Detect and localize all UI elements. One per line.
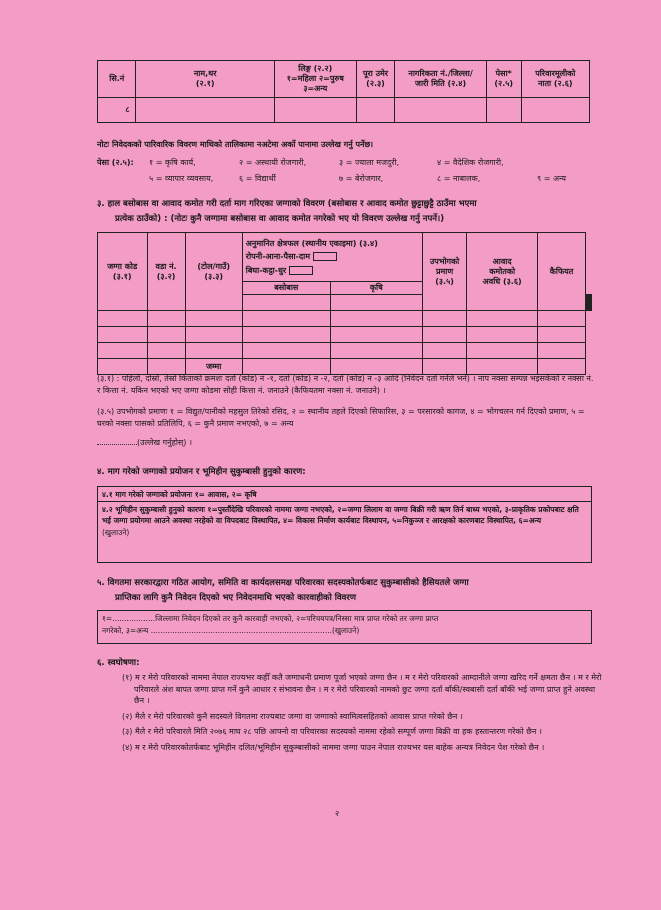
occupation-legend (97, 157, 617, 187)
land-cell[interactable] (147, 343, 185, 359)
occupation-item: ७ = बेरोजगार, (339, 174, 384, 183)
land-cell[interactable] (422, 343, 466, 359)
note-3-5-mention: (उल्लेख गर्नुहोस्) । (137, 438, 192, 447)
section4-purpose: ४.१ माग गरेको जग्गाको प्रयोजनः १= आवास, २= कृषि (102, 490, 257, 499)
header-tole: (टोल/गाउँ) (३.३) (185, 233, 242, 311)
declaration-item: (३) मैले र मेरो परिवारले मिति २०७६ माघ २८ पछि आफ्नो वा परिवारका सदस्यको नाममा रहेको सम्पूर्ण जग्गा बिक्री वा हक हस्तान्तरण गरेको छैन । (122, 727, 542, 737)
land-cell[interactable] (330, 343, 422, 359)
header-residence: बसोबास (242, 282, 330, 295)
section5-line1: १=..................जिल्लामा निवेदन दिएको तर कुनै कारवाही नभएको, २=परिचयपत्र/निस्सा मात्र प्राप्त गरेको तर जग्गा प्राप्त (102, 614, 439, 623)
header-serial: सि.नं (98, 61, 136, 98)
land-cell[interactable] (185, 327, 242, 343)
land-cell[interactable] (147, 311, 185, 327)
occupation-item: ५ = व्यापार व्यवसाय, (149, 174, 214, 183)
land-cell[interactable] (185, 343, 242, 359)
land-cell[interactable] (467, 311, 538, 327)
self-declaration-list (108, 672, 603, 754)
land-row[interactable] (242, 295, 330, 311)
header-ward: वडा नं. (३.२) (147, 233, 185, 311)
header-remarks: कैफियत (538, 233, 586, 311)
family-details-table (97, 60, 590, 123)
note-3-5: (३.५) उपभोगको प्रमाणः १ = विद्युत/पानीको महसुल तिरेको रसिद, २ = स्थानीय तहले दिएको सिफारिस, ३ = परसारको कागज, ४ = भोगचलन गर्न दिएको प्रमाण, ५ = घरको नक्सा पासको प्रतिलिपि, ६ = कुनै प्रमाण नभएको, ७ = अन्य (97, 407, 585, 428)
land-cell[interactable] (242, 343, 330, 359)
section5-line2: नगरेको, ३=अन्य ............................................................................(खुलाउने) (102, 625, 360, 635)
header-name: नाम,थर (२.१) (136, 61, 274, 98)
land-cell[interactable] (147, 327, 185, 343)
land-cell[interactable] (538, 327, 586, 343)
land-cell[interactable] (185, 311, 242, 327)
note-family: नोटः निवेदकको पारिवारिक विवरण माथिको तालिकामा नअटेमा अर्को पानामा उल्लेख गर्नु पर्नेछ। (97, 140, 374, 149)
area-unit-bigha: बिघा-कट्ठा-धुर (245, 265, 287, 275)
section5-title2: प्राप्तिका लागि कुनै निवेदन दिएको भए निवेदनमाथि भएको कारवाहीको विवरण (115, 593, 357, 603)
note-3-1: (३.१) : पहिलो, दोस्रो, तेस्रो किताको क्रमशः दर्ता (कोड) नं -१, दर्ता (कोड) नं -२, दर्ता (कोड) नं -३ आदि (निवेदन दर्ता गर्नेले भर्ने) । नाप नक्सा सम्पन्न भइसकेको र नक्सा नं. र कित्ता नं. यकिन भएको भए जग्गा कोडमा सोही कित्ता नं. जनाउने (कैफियतमा नक्सा नं. जनाउने) । (97, 374, 594, 395)
occupation-item: १ = कृषि कार्य, (149, 158, 196, 167)
header-usage-proof: उपभोगको प्रमाण (३.५) (422, 233, 466, 311)
section3-title-note: प्रत्येक ठाउँको) : (नोटः कुनै जग्गामा बसोबास वा आवाद कमोत नगरेको भए यो विवरण उल्लेख गर्नु नपर्ने।) (115, 214, 445, 224)
land-cell[interactable] (467, 343, 538, 359)
land-cell[interactable] (242, 327, 330, 343)
page-number: २ (335, 809, 340, 818)
occupation-item: ६ = विद्यार्थी (239, 174, 276, 183)
land-cell[interactable] (330, 295, 422, 311)
land-cell[interactable] (591, 295, 592, 311)
cell-age[interactable] (356, 98, 395, 123)
occupation-item: ८ = नाबालक, (437, 174, 481, 183)
cell-relation[interactable] (521, 98, 589, 123)
occupation-item: २ = अस्थायी रोजगारी, (239, 158, 307, 167)
header-land-code: जग्गा कोड (३.१) (98, 233, 148, 311)
section4-title: ४. माग गरेको जग्गाको प्रयोजन र भूमिहीन सुकुम्बासी हुनुको कारण: (97, 467, 306, 477)
section5-title: ५. विगतमा सरकारद्वारा गठित आयोग, समिति वा कार्यदलसमक्ष परिवारका सदस्यकोतर्फबाट सुकुम्बासीको हैसियतले जग्गा (97, 578, 469, 588)
occupation-item: ९ = अन्य (537, 174, 567, 183)
header-relation: परिवारमूलीको नाता (२.६) (521, 61, 589, 98)
section3-title: ३. हाल बसोबास वा आवाद कमोत गरी दर्ता माग गरिएका जग्गाको विवरण (बसोबास र आवाद कमोत छुट्टाछुट्टै ठाउँमा भएमा (97, 199, 477, 209)
note-3-5-tail (97, 437, 192, 449)
occupation-label: पेसा (२.५): (97, 158, 134, 167)
cell-occupation[interactable] (486, 98, 521, 123)
area-title: अनुमानित क्षेत्रफल (स्थानीय एकाइमा) (३.४) (245, 238, 378, 248)
row-number: ८ (98, 98, 136, 123)
section5-box (97, 610, 592, 644)
header-gender: लिङ्ग (२.२) १=महिला २=पुरुष ३=अन्य (274, 61, 356, 98)
land-details-table (97, 232, 592, 375)
land-cell[interactable] (330, 311, 422, 327)
cell-citizenship[interactable] (395, 98, 487, 123)
section4-box (97, 486, 592, 563)
land-row[interactable] (98, 343, 148, 359)
header-cultivation-period: आवाद कमोतको अवधि (३.६) (467, 233, 538, 311)
land-cell[interactable] (242, 311, 330, 327)
area-unit-ropani: रोपनी-आना-पैसा-दाम (245, 252, 310, 262)
fill-line[interactable] (97, 444, 137, 445)
bigha-checkbox[interactable] (289, 266, 313, 275)
header-agriculture: कृषि (330, 282, 422, 295)
section6-title: ६. स्वघोषणा: (97, 658, 140, 668)
land-cell[interactable] (422, 327, 466, 343)
land-cell[interactable] (538, 311, 586, 327)
section4-reason: ४.२ भूमिहीन सुकुम्बासी हुनुको कारणः १=पुस्तौंदेखि परिवारको नाममा जग्गा नभएको, २=जग्गा लिलाम वा जग्गा बिक्री गरी ऋण तिर्न बाध्य भएको, ३-प्राकृतिक प्रकोपबाट क्षति भई जग्गा प्रयोगमा आउने अवस्था नरहेको वा विपदबाट विस्थापित, ४= विकास निर्माण कार्यबाट विस्थापन, ५=निकुञ्ज र आरक्षको कारणबाट विस्थापित, ६=अन्य (102, 504, 579, 526)
declaration-item: (२) मैले र मेरो परिवारको कुनै सदस्यले विगतमा राज्यबाट जग्गा वा जग्गाको स्वामित्वसहितको आवास प्राप्त गरेको छैन । (122, 711, 463, 721)
declaration-item: (१) म र मेरो परिवारको नाममा नेपाल राज्यभर कहीँ कतै जग्गाधनी प्रमाण पूर्जा भएको जग्गा छैन । म र मेरो परिवारको आम्दानीले जग्गा खरिद गर्ने क्षमता छैन । म र मेरो परिवारले अंश बापत जग्गा प्राप्त गर्ने कुनै आधार र संभावना छैन । म र मेरो परिवारको नामको छुट जग्गा दर्ता बाँकी/स्वबासी दर्ता बाँकी भई जग्गा प्राप्त हुने अवस्था छैन । (122, 673, 602, 706)
cell-gender[interactable] (274, 98, 356, 123)
header-age: पूरा उमेर (२.३) (356, 61, 395, 98)
ropani-checkbox[interactable] (313, 252, 337, 261)
land-row[interactable] (98, 311, 148, 327)
occupation-item: ३ = ज्याला मजदुरी, (339, 158, 400, 167)
cell-name[interactable] (136, 98, 274, 123)
total-label: जम्मा (185, 359, 242, 375)
land-row[interactable] (98, 327, 148, 343)
header-citizenship: नागरिकता नं./जिल्ला/ जारी मिति (२.४) (395, 61, 487, 98)
occupation-item: ४ = वैदेशिक रोजगारी, (437, 158, 504, 167)
land-cell[interactable] (467, 327, 538, 343)
section4-specify: (खुलाउने) (102, 527, 130, 537)
declaration-item: (४) म र मेरो परिवारकोतर्फबाट भूमिहीन दलित/भूमिहीन सुकुम्बासीको नाममा जग्गा पाउन नेपाल राज्यभर यस बाहेक अन्यत्र निवेदन पेश गरेको छैन । (122, 742, 545, 752)
header-occupation: पेसा* (२.५) (486, 61, 521, 98)
header-area (242, 233, 422, 282)
land-cell[interactable] (538, 343, 586, 359)
land-cell[interactable] (422, 311, 466, 327)
land-cell[interactable] (330, 327, 422, 343)
